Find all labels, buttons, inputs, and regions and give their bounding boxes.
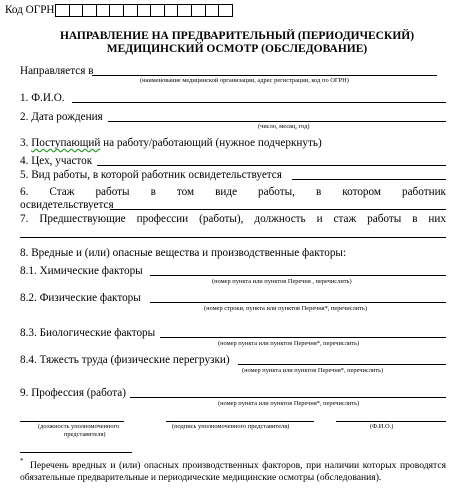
labor-label: 8.4. Тяжесть труда (физические перегрузки) (20, 354, 230, 366)
birth-field[interactable] (108, 121, 446, 122)
experience-label2: освидетельствуется (20, 199, 114, 211)
footnote-line2: обязательные предварительные и периодические медицинские осмотры (обследования). (20, 472, 382, 483)
work-type-label: 5. Вид работы, в которой работник освидетельствуется (20, 169, 282, 181)
birth-label: 2. Дата рождения (20, 111, 103, 123)
sent-to-label: Направляется в (20, 65, 94, 77)
form-title-line1: НАПРАВЛЕНИЕ НА ПРЕДВАРИТЕЛЬНЫЙ (ПЕРИОДИЧЕСКИЙ) (59, 30, 415, 42)
hazards-heading: 8. Вредные и (или) опасные вещества и производственные факторы: (20, 247, 347, 259)
footnote-line1: Перечень вредных и (или) опасных производственных факторов, при наличии которых проводятся (30, 460, 446, 471)
form-title-line2: МЕДИЦИНСКИЙ ОСМОТР (ОБСЛЕДОВАНИЕ) (106, 43, 368, 55)
signature-position-hint-1: (должность уполномоченного (38, 423, 120, 430)
work-type-field[interactable] (292, 179, 446, 180)
ogrn-cell[interactable] (109, 4, 124, 17)
birth-hint: (число, месяц, год) (258, 123, 310, 130)
ogrn-cell[interactable] (69, 4, 84, 17)
ogrn-cell[interactable] (150, 4, 165, 17)
applicant-rest: на работу/работающий (нужное подчеркнуть) (103, 137, 322, 149)
applicant-num: 3. (20, 137, 29, 149)
fio-field[interactable] (72, 102, 446, 103)
applicant-line (20, 137, 322, 150)
labor-field[interactable] (238, 364, 446, 365)
bio-hint: (номер пункта или пунктов Перечня*, перечислить) (218, 340, 360, 347)
experience-field[interactable] (110, 209, 446, 210)
bio-label: 8.3. Биологические факторы (20, 327, 156, 339)
chem-field[interactable] (150, 275, 446, 276)
sent-to-field[interactable] (92, 75, 437, 76)
prev-prof-line1: 7. Предшествующие профессии (работы), должность и стаж работы в них (20, 213, 446, 225)
ogrn-cell[interactable] (96, 4, 111, 17)
prof-hint: (номер пункта или пунктов Перечня*, перечислить) (218, 400, 360, 407)
ogrn-cell[interactable] (82, 4, 97, 17)
ogrn-cell[interactable] (218, 4, 233, 17)
signature-name-field[interactable] (336, 421, 446, 422)
footnote-separator (20, 452, 132, 453)
footnote-mark: * (20, 457, 24, 465)
signature-sign-hint: (подпись уполномоченного представителя) (172, 423, 290, 430)
prof-label: 9. Профессия (работа) (20, 387, 126, 399)
ogrn-cell[interactable] (123, 4, 138, 17)
prof-field[interactable] (130, 397, 446, 398)
signature-position-hint-2: представителя) (64, 431, 106, 438)
signature-position-field[interactable] (20, 421, 124, 422)
prev-prof-field[interactable] (20, 237, 446, 238)
phys-label: 8.2. Физические факторы (20, 292, 141, 304)
phys-hint: (номер строки, пункта или пунктов Перечня*, перечислить) (204, 305, 368, 312)
sent-to-hint: (наименование медицинской организации, адрес регистрации, код по ОГРН) (140, 77, 349, 84)
phys-field[interactable] (150, 302, 446, 303)
signature-sign-field[interactable] (166, 421, 314, 422)
chem-label: 8.1. Химические факторы (20, 265, 143, 277)
signature-name-hint: (Ф.И.О.) (370, 423, 394, 430)
chem-hint: (номер пункта или пунктов Перечня , перечислить) (212, 278, 352, 285)
ogrn-label: Код ОГРН (5, 4, 55, 16)
ogrn-cell[interactable] (164, 4, 179, 17)
labor-hint: (номер пункта или пунктов Перечня*, перечислить) (242, 367, 384, 374)
applicant-word: Поступающий (31, 137, 101, 149)
bio-field[interactable] (160, 337, 446, 338)
ogrn-cell[interactable] (55, 4, 70, 17)
experience-line1: 6. Стаж работы в том виде работы, в котором работник (20, 186, 446, 198)
ogrn-cell[interactable] (137, 4, 152, 17)
ogrn-cell[interactable] (205, 4, 220, 17)
ogrn-cell[interactable] (191, 4, 206, 17)
dept-field[interactable] (97, 165, 446, 166)
ogrn-cell[interactable] (177, 4, 192, 17)
fio-label: 1. Ф.И.О. (20, 92, 65, 104)
ogrn-cells[interactable] (56, 4, 233, 17)
dept-label: 4. Цех, участок (20, 155, 93, 167)
